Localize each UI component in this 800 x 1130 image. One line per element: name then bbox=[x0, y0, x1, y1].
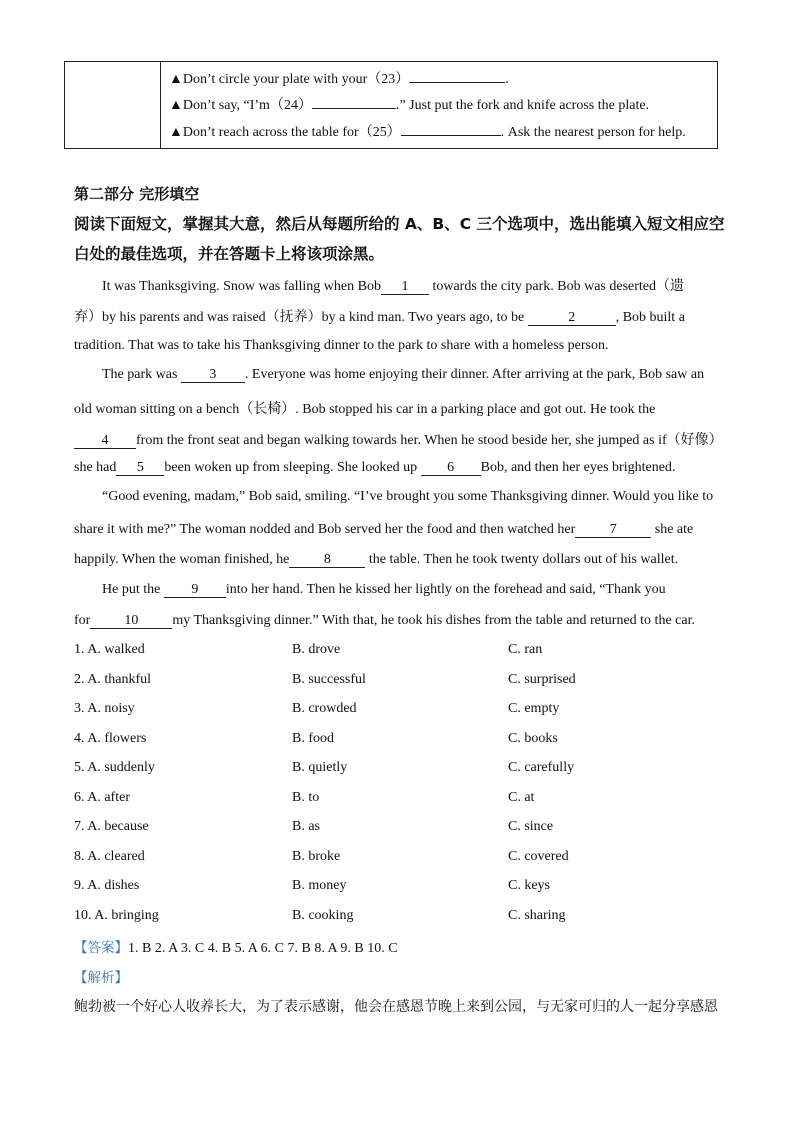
blank-5[interactable]: 5 bbox=[116, 460, 164, 476]
option-c[interactable]: C. surprised bbox=[508, 672, 576, 687]
passage-line bbox=[74, 522, 693, 538]
passage-text: . Everyone was home enjoying their dinner. After arriving at the park, Bob saw an bbox=[244, 367, 705, 382]
passage-text: , Bob built a bbox=[615, 310, 685, 325]
passage-text: been woken up from sleeping. She looked up bbox=[164, 460, 421, 475]
passage-text: she had bbox=[74, 460, 117, 475]
rule-24 bbox=[169, 94, 649, 114]
option-a[interactable]: 2. A. thankful bbox=[74, 672, 151, 687]
question-options bbox=[74, 790, 734, 810]
rule-text: ▲Don’t reach across the table for（25） bbox=[169, 125, 401, 140]
blank-8[interactable]: 8 bbox=[289, 552, 365, 568]
option-c[interactable]: C. books bbox=[508, 731, 558, 746]
rule-25 bbox=[169, 121, 686, 141]
analysis-text: 鲍勃被一个好心人收养长大，为了表示感谢，他会在感恩节晚上来到公园，与无家可归的人一起分享感恩 bbox=[74, 999, 718, 1015]
option-a[interactable]: 4. A. flowers bbox=[74, 731, 147, 746]
rule-text: . bbox=[505, 72, 509, 87]
passage-text: old woman sitting on a bench（长椅）. Bob stopped his car in a parking place and got out. He took the bbox=[74, 402, 656, 417]
option-c[interactable]: C. keys bbox=[508, 878, 550, 893]
option-c[interactable]: C. at bbox=[508, 790, 535, 805]
option-a[interactable]: 7. A. because bbox=[74, 819, 149, 834]
passage-text: for bbox=[74, 613, 91, 628]
passage-line bbox=[102, 489, 713, 505]
option-b[interactable]: B. crowded bbox=[292, 701, 357, 716]
option-c[interactable]: C. ran bbox=[508, 642, 543, 657]
rule-text: ▲Don’t say, “I’m（24） bbox=[169, 98, 312, 113]
option-b[interactable]: B. as bbox=[292, 819, 320, 834]
option-b[interactable]: B. to bbox=[292, 790, 320, 805]
answer-tag: 【答案】 bbox=[74, 940, 128, 956]
passage-text: my Thanksgiving dinner.” With that, he took his dishes from the table and returned to the car. bbox=[172, 613, 695, 628]
answer-line bbox=[74, 936, 398, 957]
instruction-line-2: 白处的最佳选项，并在答题卡上将该项涂黑。 bbox=[74, 245, 385, 263]
blank-4[interactable]: 4 bbox=[74, 433, 136, 449]
question-options bbox=[74, 878, 734, 898]
blank-2[interactable]: 2 bbox=[528, 310, 616, 326]
option-a[interactable]: 1. A. walked bbox=[74, 642, 145, 657]
option-b[interactable]: B. money bbox=[292, 878, 347, 893]
passage-text: the table. Then he took twenty dollars out of his wallet. bbox=[365, 552, 679, 567]
option-b[interactable]: B. food bbox=[292, 731, 334, 746]
blank-9[interactable]: 9 bbox=[164, 582, 226, 598]
passage-line bbox=[74, 338, 609, 354]
passage-line bbox=[102, 367, 704, 383]
passage-text: He put the bbox=[102, 582, 164, 597]
answer-blank[interactable] bbox=[401, 121, 501, 136]
question-options bbox=[74, 849, 734, 869]
passage-line bbox=[74, 398, 655, 418]
passage-text: from the front seat and began walking towards her. When he stood beside her, she jumped as if（好像） bbox=[136, 433, 723, 448]
blank-3[interactable]: 3 bbox=[181, 367, 245, 383]
passage-line bbox=[102, 582, 666, 598]
passage-line bbox=[74, 429, 723, 449]
option-c[interactable]: C. since bbox=[508, 819, 554, 834]
passage-text: tradition. That was to take his Thanksgiving dinner to the park to share with a homeless person. bbox=[74, 338, 609, 353]
option-b[interactable]: B. drove bbox=[292, 642, 341, 657]
passage-text: she ate bbox=[651, 522, 694, 537]
answer-text: 1. B 2. A 3. C 4. B 5. A 6. C 7. B 8. A 9. B 10. C bbox=[128, 941, 398, 956]
question-options bbox=[74, 731, 734, 751]
option-a[interactable]: 3. A. noisy bbox=[74, 701, 135, 716]
blank-10[interactable]: 10 bbox=[90, 613, 172, 629]
passage-text: share it with me?” The woman nodded and Bob served her the food and then watched her bbox=[74, 522, 576, 537]
question-options bbox=[74, 642, 734, 662]
answer-blank[interactable] bbox=[312, 94, 396, 109]
passage-text: Bob, and then her eyes brightened. bbox=[480, 460, 676, 475]
rule-text: . Ask the nearest person for help. bbox=[500, 125, 686, 140]
question-options bbox=[74, 908, 734, 928]
rule-text: .” Just put the fork and knife across the plate. bbox=[395, 98, 650, 113]
option-c[interactable]: C. carefully bbox=[508, 760, 575, 775]
option-c[interactable]: C. covered bbox=[508, 849, 569, 864]
option-c[interactable]: C. empty bbox=[508, 701, 560, 716]
passage-line bbox=[74, 460, 675, 476]
passage-text: The park was bbox=[102, 367, 181, 382]
answer-blank[interactable] bbox=[409, 68, 505, 83]
option-a[interactable]: 9. A. dishes bbox=[74, 878, 140, 893]
blank-1[interactable]: 1 bbox=[381, 279, 429, 295]
table-etiquette-rules bbox=[64, 61, 718, 149]
option-a[interactable]: 6. A. after bbox=[74, 790, 130, 805]
passage-line bbox=[74, 306, 685, 326]
blank-7[interactable]: 7 bbox=[575, 522, 651, 538]
section-title: 第二部分 完形填空 bbox=[74, 185, 200, 203]
analysis-tag: 【解析】 bbox=[74, 970, 128, 986]
passage-line bbox=[74, 552, 678, 568]
question-options bbox=[74, 701, 734, 721]
question-options bbox=[74, 760, 734, 780]
option-a[interactable]: 8. A. cleared bbox=[74, 849, 145, 864]
option-a[interactable]: 5. A. suddenly bbox=[74, 760, 155, 775]
passage-line bbox=[74, 613, 695, 629]
passage-text: happily. When the woman finished, he bbox=[74, 552, 290, 567]
option-b[interactable]: B. cooking bbox=[292, 908, 354, 923]
option-b[interactable]: B. quietly bbox=[292, 760, 348, 775]
passage-text: 弃）by his parents and was raised（抚养）by a kind man. Two years ago, to be bbox=[74, 310, 528, 325]
passage-text: It was Thanksgiving. Snow was falling when Bob bbox=[102, 279, 381, 294]
table-left-cell bbox=[65, 62, 161, 148]
passage-text: into her hand. Then he kissed her lightly on the forehead and said, “Thank you bbox=[225, 582, 666, 597]
passage-line bbox=[102, 275, 684, 295]
question-options bbox=[74, 672, 734, 692]
passage-text: towards the city park. Bob was deserted（遗 bbox=[428, 279, 685, 294]
question-options bbox=[74, 819, 734, 839]
instruction-line-1: 阅读下面短文，掌握其大意，然后从每题所给的 A、B、C 三个选项中，选出能填入短文相应空 bbox=[74, 215, 725, 233]
option-a[interactable]: 10. A. bringing bbox=[74, 908, 159, 923]
rule-text: ▲Don’t circle your plate with your（23） bbox=[169, 72, 410, 87]
option-b[interactable]: B. successful bbox=[292, 672, 366, 687]
option-b[interactable]: B. broke bbox=[292, 849, 341, 864]
passage-text: “Good evening, madam,” Bob said, smiling. “I’ve brought you some Thanksgiving dinner. Would you like to bbox=[102, 489, 714, 504]
rule-23 bbox=[169, 68, 509, 88]
option-c[interactable]: C. sharing bbox=[508, 908, 566, 923]
blank-6[interactable]: 6 bbox=[421, 460, 481, 476]
